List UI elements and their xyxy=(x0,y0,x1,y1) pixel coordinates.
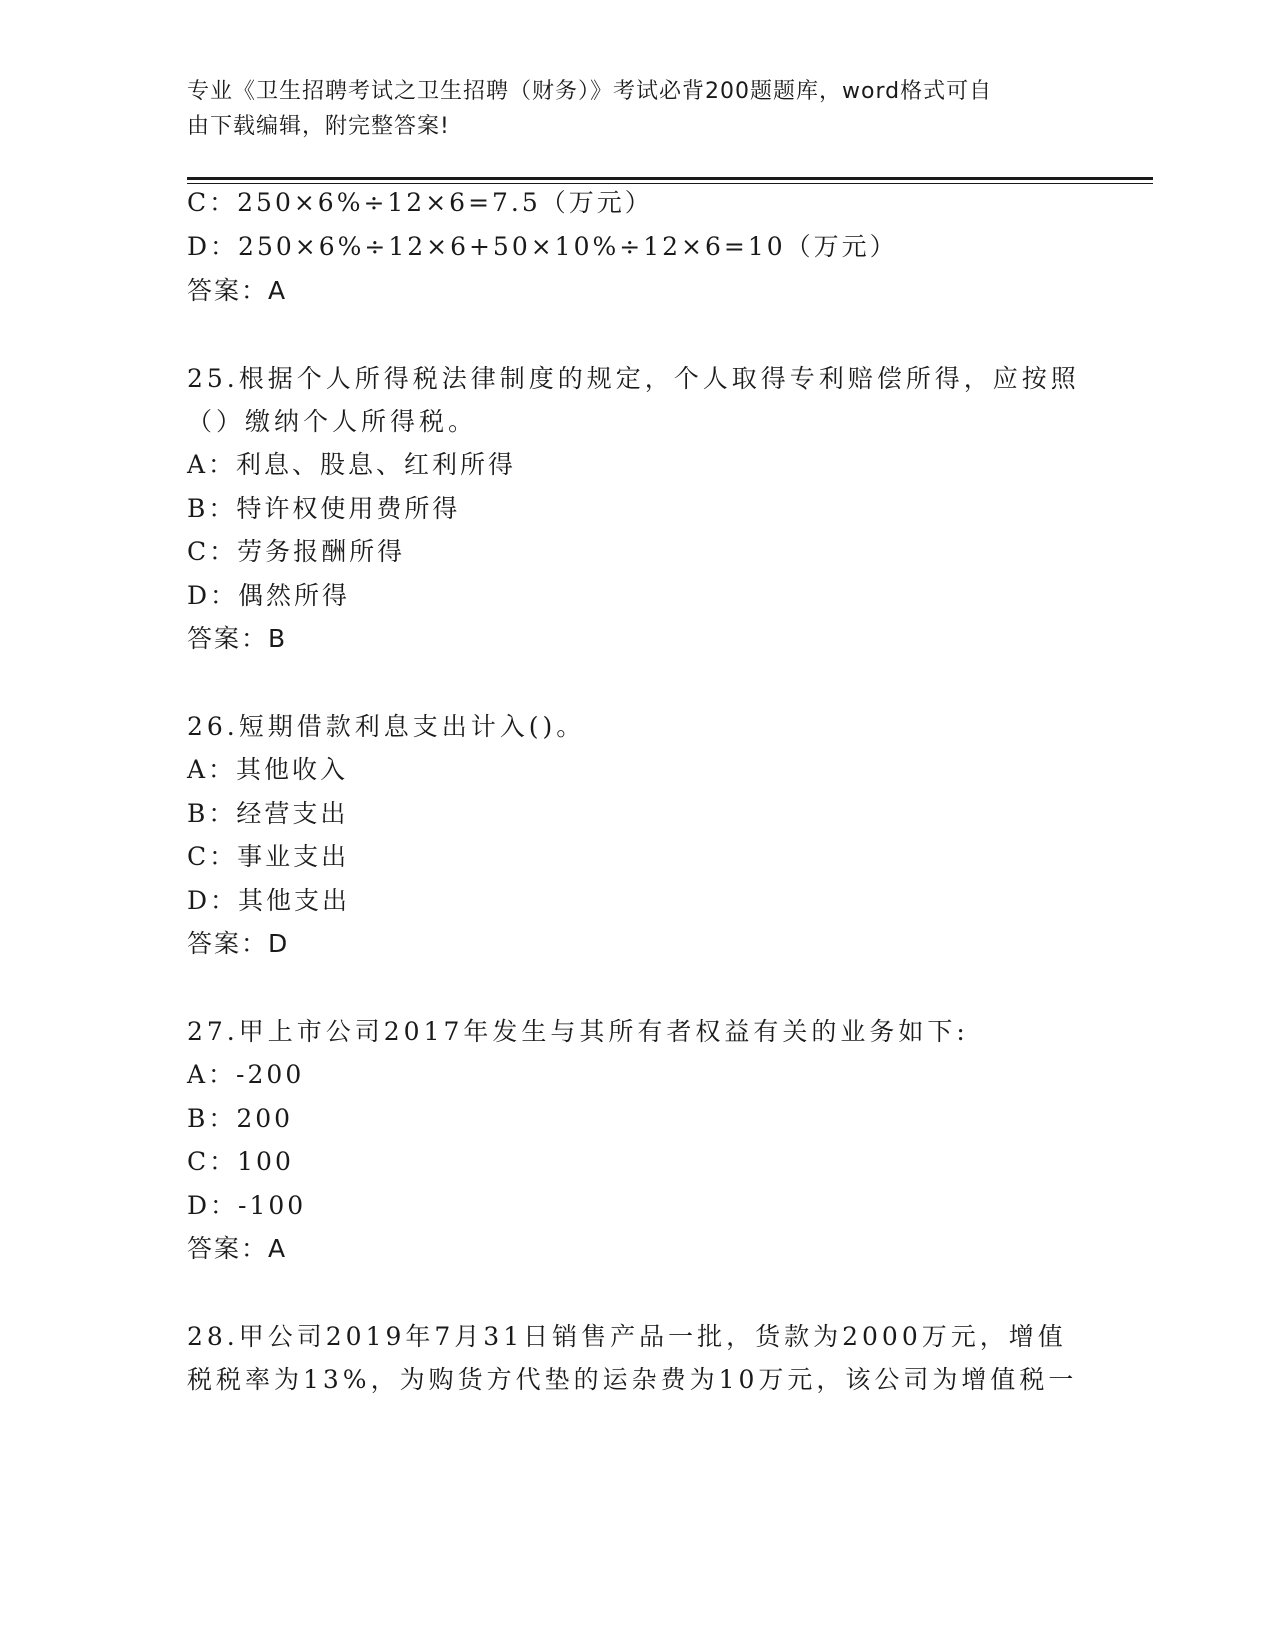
header-line-2: 由下载编辑，附完整答案! xyxy=(187,114,450,139)
q25-option-d: D：偶然所得 xyxy=(187,581,351,610)
q26-option-d: D：其他支出 xyxy=(187,886,351,915)
q27-option-b: B：200 xyxy=(187,1104,294,1133)
q24-answer: 答案：A xyxy=(187,276,288,305)
q26-option-c: C：事业支出 xyxy=(187,842,350,871)
q25-answer: 答案：B xyxy=(187,624,288,653)
q27-answer: 答案：A xyxy=(187,1234,288,1263)
q24-option-c: C：250×6%÷12×6=7.5（万元） xyxy=(187,188,653,217)
document-header xyxy=(187,74,1067,144)
q27-stem-line-1: 27.甲上市公司2017年发生与其所有者权益有关的业务如下: xyxy=(187,1017,969,1046)
q27-option-d: D：-100 xyxy=(187,1191,307,1220)
q25-option-c: C：劳务报酬所得 xyxy=(187,537,406,566)
header-rule-thin xyxy=(187,183,1153,184)
q28-stem-line-2: 税税率为13%，为购货方代垫的运杂费为10万元，该公司为增值税一 xyxy=(187,1365,1078,1394)
q28-stem-line-1: 28.甲公司2019年7月31日销售产品一批，货款为2000万元，增值 xyxy=(187,1322,1067,1351)
q27-option-a: A：-200 xyxy=(187,1060,305,1089)
header-line-1: 专业《卫生招聘考试之卫生招聘（财务）》考试必背200题题库，word格式可自 xyxy=(187,79,993,104)
q26-option-b: B：经营支出 xyxy=(187,799,349,828)
q26-answer: 答案：D xyxy=(187,929,290,958)
q25-option-b: B：特许权使用费所得 xyxy=(187,494,461,523)
q27-option-c: C：100 xyxy=(187,1147,294,1176)
q25-option-a: A：利息、股息、红利所得 xyxy=(187,450,517,479)
q26-stem-line-1: 26.短期借款利息支出计入()。 xyxy=(187,712,586,741)
header-rule-thick xyxy=(187,177,1153,180)
q26-option-a: A：其他收入 xyxy=(187,755,349,784)
q24-option-d: D：250×6%÷12×6+50×10%÷12×6=10（万元） xyxy=(187,232,898,261)
q25-stem-line-1: 25.根据个人所得税法律制度的规定，个人取得专利赔偿所得，应按照 xyxy=(187,364,1080,393)
q25-stem-line-2: （）缴纳个人所得税。 xyxy=(187,407,478,436)
